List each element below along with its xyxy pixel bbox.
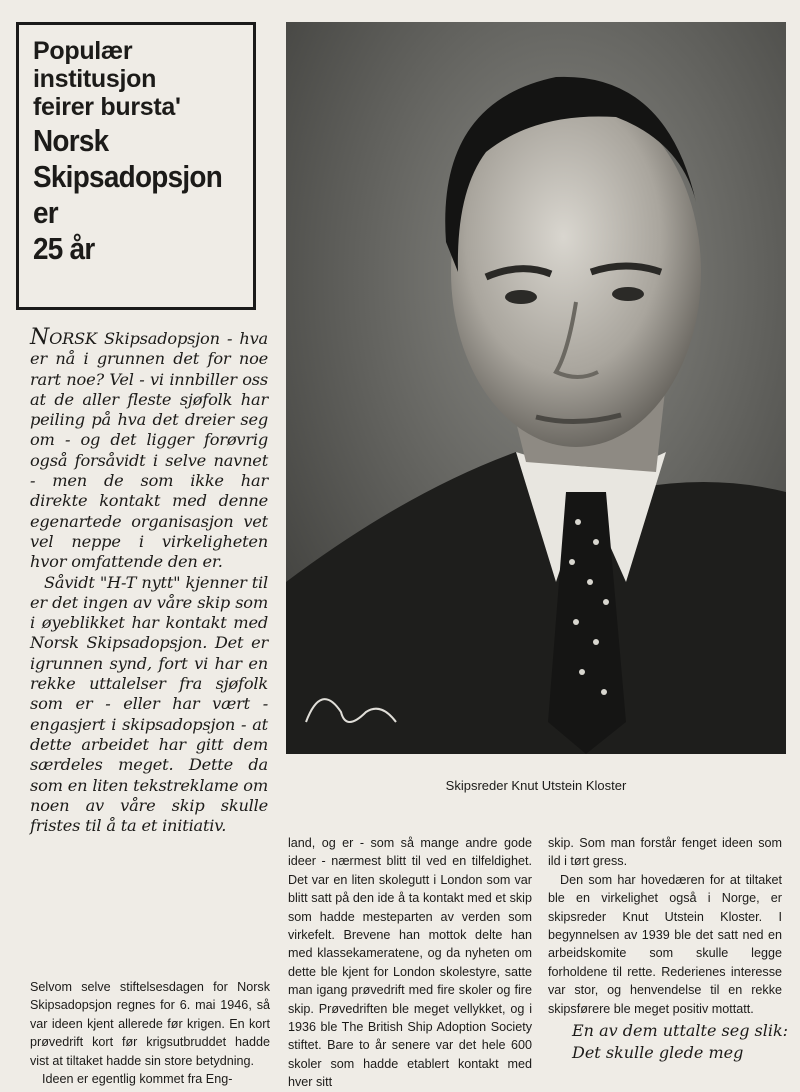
headline-line: er <box>33 195 58 230</box>
body-column-3 <box>548 834 782 1018</box>
title-box <box>16 22 256 310</box>
body-paragraph: skip. Som man forstår fenget ideen som ild i tørt gress. <box>548 836 782 869</box>
pull-quote <box>572 1020 792 1064</box>
kicker-line: Populær <box>33 37 133 65</box>
kicker <box>33 37 245 121</box>
lead-column <box>30 325 268 836</box>
headline-line: 25 år <box>33 231 95 266</box>
lead-text: ORSK Skipsadopsjon - hva er nå i grunnen det for noe rart noe? Vel - vi innbiller oss at de aller fleste sjøfolk har peiling på hva det dreier seg om - og det ligger forøvrig også forsåvidt i selve navnet - men de som ikke har direkte kontakt med denne egenartede organisasjon vet vel neppe i virkeligheten hvor omfattende den er. <box>30 329 268 572</box>
headline <box>33 123 224 267</box>
body-column-2 <box>288 834 532 1092</box>
portrait-illustration <box>286 22 786 754</box>
body-paragraph: Ideen er egentlig kommet fra Eng- <box>42 1072 233 1087</box>
lead-paragraph <box>30 325 268 573</box>
body-column-1 <box>30 978 270 1088</box>
quote-line: Det skulle glede meg <box>572 1043 744 1062</box>
quote-line: En av dem uttalte seg slik: <box>572 1021 789 1040</box>
lead-paragraph: Såvidt "H-T nytt" kjenner til er det ingen av våre skip som i øyeblikket har kontakt med Norsk Skipsadopsjon. Det er igrunnen synd, fort vi har en rekke uttalelser fra sjøfolk som er - eller har vært - engasjert i skipsadopsjon - at dette arbeidet har gitt dem særdeles meget. Dette da som en liten tekstreklame om noen av våre skip skulle fristes til å ta et initiativ. <box>30 572 268 836</box>
headline-line: Norsk <box>33 123 109 158</box>
photo-caption: Skipsreder Knut Utstein Kloster <box>445 778 627 793</box>
drop-cap: N <box>30 325 50 350</box>
kicker-line: institusjon <box>33 65 157 93</box>
portrait-photo <box>286 22 786 754</box>
kicker-line: feirer bursta' <box>33 93 181 121</box>
body-paragraph: Den som har hovedæren for at tiltaket ble en virkelighet også i Norge, er skipsreder Knut Utstein Kloster. I begynnelsen av 1939 ble det satt ned en arbeidskomite som skulle legge forholdene til rette. Rederienes interesse var stor, og henvendelse til en rekke skipsførere ble meget positiv mottatt. <box>548 872 782 1016</box>
body-paragraph: land, og er - som så mange andre gode ideer - nærmest blitt til ved en tilfeldighet. Det var en liten skolegutt i London som var blitt satt på den ide å ta kontakt med et skip som hadde mesteparten av verden som virkefelt. Brevene han mottok delte han med klassekameratene, og da nyheten om dette ble kjent for London skolestyre, satte man igang prøvedrift med fire skoler og fire skip. Prøvedriften ble meget vellykket, og i 1936 ble The British Ship Adoption Society stiftet. Bare to år senere var det hele 600 skoler som hadde etablert kontakt med hver sitt <box>288 836 532 1090</box>
body-paragraph: Selvom selve stiftelsesdagen for Norsk Skipsadopsjon regnes for 6. mai 1946, så var ideen kjent allerede før krigen. En kort prøvedrift kort før krigsutbruddet hadde vist at tiltaket hadde sin store betydning. <box>30 980 270 1068</box>
headline-line: Skipsadopsjon <box>33 159 223 194</box>
